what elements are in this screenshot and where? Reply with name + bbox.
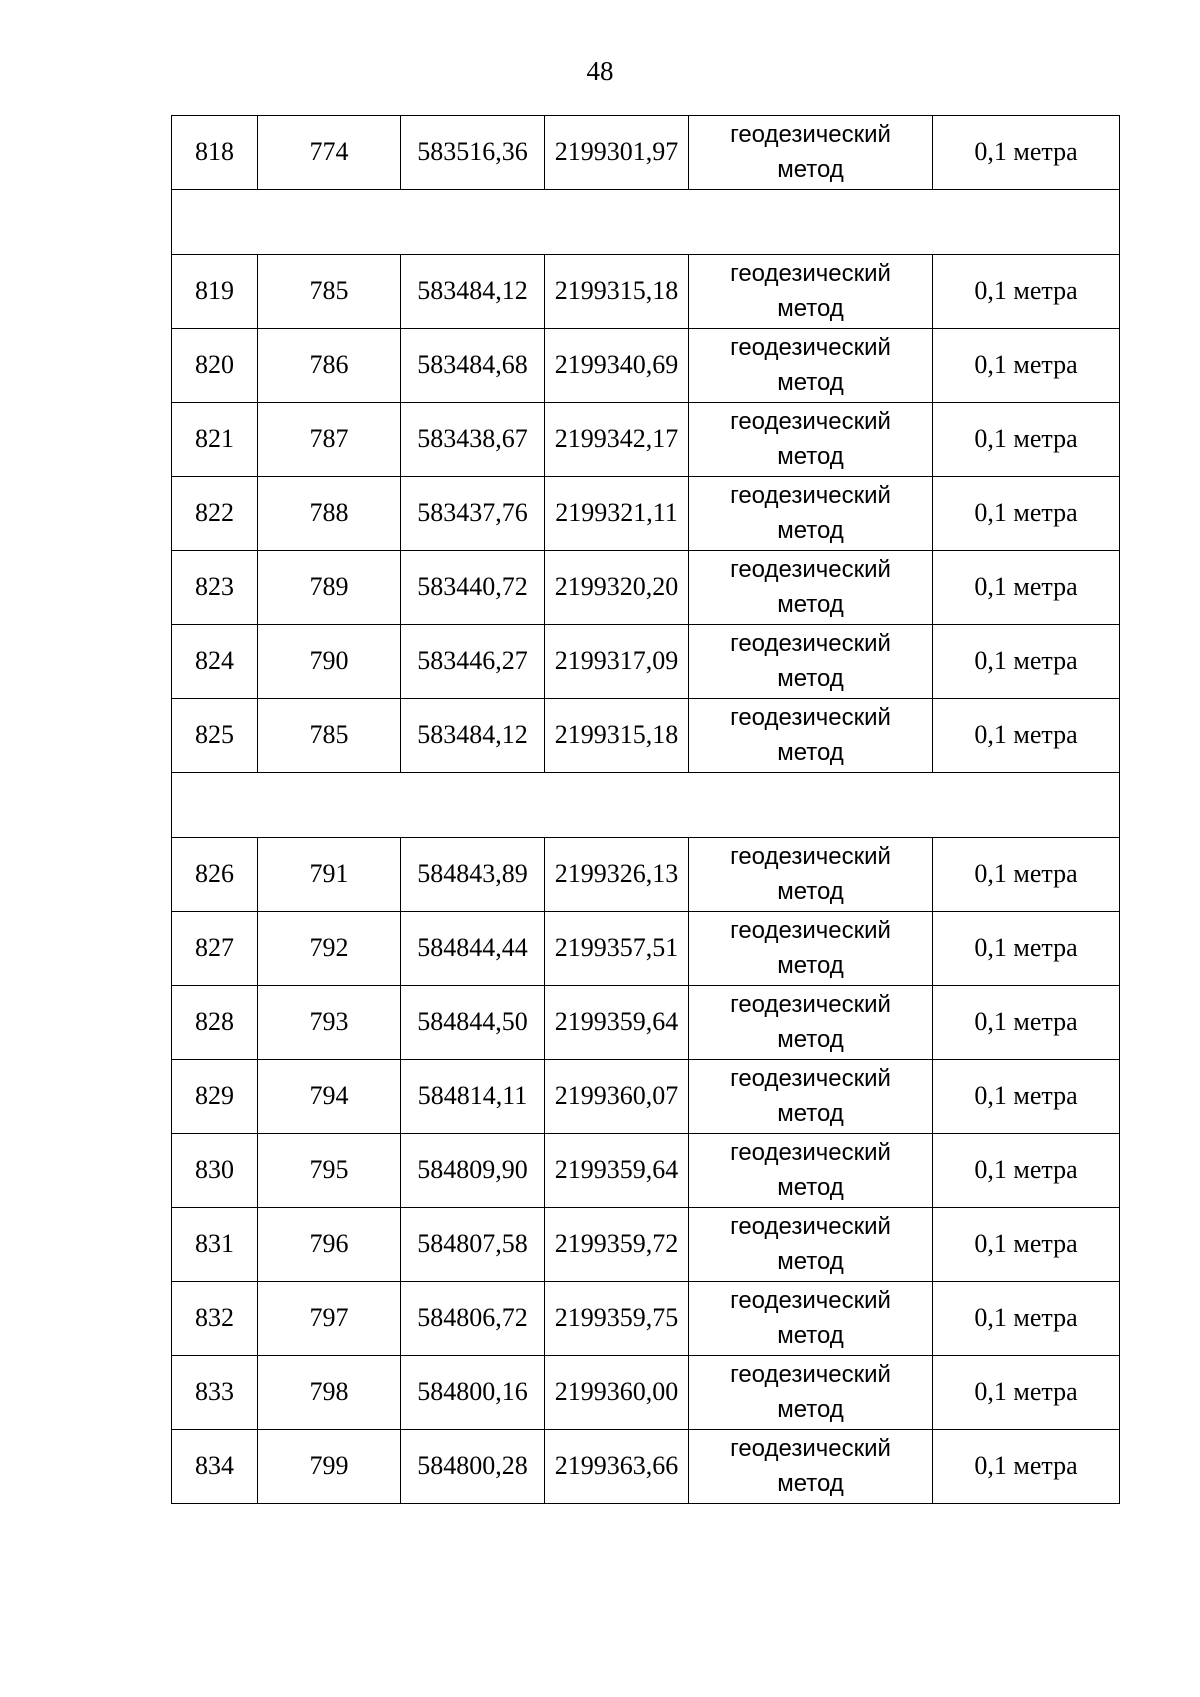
method-text: метод	[777, 1099, 844, 1127]
table-row	[172, 1060, 1120, 1134]
table-row	[172, 699, 1120, 773]
accuracy-cell: 0,1 метра	[933, 986, 1120, 1060]
row-number-cell: 825	[172, 699, 258, 773]
point-number-cell: 796	[258, 1208, 401, 1282]
method-text: геодезический	[730, 1138, 891, 1166]
method-text: метод	[777, 664, 844, 692]
method-text: геодезический	[730, 333, 891, 361]
x-coordinate-cell: 583438,67	[401, 403, 545, 477]
accuracy-cell: 0,1 метра	[933, 1282, 1120, 1356]
method-cell	[689, 116, 933, 190]
row-number-cell: 819	[172, 255, 258, 329]
y-coordinate-cell: 2199359,64	[545, 986, 689, 1060]
separator-row	[172, 773, 1120, 838]
y-coordinate-cell: 2199321,11	[545, 477, 689, 551]
accuracy-cell: 0,1 метра	[933, 1060, 1120, 1134]
point-number-cell: 785	[258, 699, 401, 773]
method-text: метод	[777, 1025, 844, 1053]
method-cell	[689, 1356, 933, 1430]
method-cell	[689, 699, 933, 773]
row-number-cell: 823	[172, 551, 258, 625]
method-text: геодезический	[730, 916, 891, 944]
method-text: геодезический	[730, 1434, 891, 1462]
method-text: геодезический	[730, 407, 891, 435]
point-number-cell: 795	[258, 1134, 401, 1208]
page-number: 48	[586, 56, 614, 86]
method-cell	[689, 551, 933, 625]
table-row	[172, 255, 1120, 329]
point-number-cell: 799	[258, 1430, 401, 1504]
row-number-cell: 820	[172, 329, 258, 403]
method-text: геодезический	[730, 990, 891, 1018]
row-number-cell: 818	[172, 116, 258, 190]
y-coordinate-cell: 2199320,20	[545, 551, 689, 625]
method-text: метод	[777, 155, 844, 183]
x-coordinate-cell: 583446,27	[401, 625, 545, 699]
row-number-cell: 830	[172, 1134, 258, 1208]
coordinates-table-body	[172, 116, 1120, 1504]
method-text: метод	[777, 1395, 844, 1423]
y-coordinate-cell: 2199360,07	[545, 1060, 689, 1134]
method-cell	[689, 625, 933, 699]
method-cell	[689, 1282, 933, 1356]
accuracy-cell: 0,1 метра	[933, 1208, 1120, 1282]
x-coordinate-cell: 584800,28	[401, 1430, 545, 1504]
row-number-cell: 821	[172, 403, 258, 477]
table-row	[172, 1356, 1120, 1430]
y-coordinate-cell: 2199301,97	[545, 116, 689, 190]
x-coordinate-cell: 583484,12	[401, 255, 545, 329]
method-text: метод	[777, 1469, 844, 1497]
row-number-cell: 828	[172, 986, 258, 1060]
x-coordinate-cell: 583516,36	[401, 116, 545, 190]
coordinates-table	[171, 115, 1120, 1504]
y-coordinate-cell: 2199315,18	[545, 699, 689, 773]
x-coordinate-cell: 583437,76	[401, 477, 545, 551]
table-row	[172, 1430, 1120, 1504]
accuracy-cell: 0,1 метра	[933, 1356, 1120, 1430]
y-coordinate-cell: 2199359,72	[545, 1208, 689, 1282]
row-number-cell: 827	[172, 912, 258, 986]
point-number-cell: 785	[258, 255, 401, 329]
x-coordinate-cell: 584807,58	[401, 1208, 545, 1282]
table-row	[172, 477, 1120, 551]
row-number-cell: 832	[172, 1282, 258, 1356]
point-number-cell: 798	[258, 1356, 401, 1430]
x-coordinate-cell: 584844,50	[401, 986, 545, 1060]
method-text: геодезический	[730, 481, 891, 509]
table-row	[172, 116, 1120, 190]
method-text: геодезический	[730, 842, 891, 870]
table-row	[172, 1134, 1120, 1208]
table-row	[172, 1208, 1120, 1282]
y-coordinate-cell: 2199359,64	[545, 1134, 689, 1208]
y-coordinate-cell: 2199317,09	[545, 625, 689, 699]
row-number-cell: 834	[172, 1430, 258, 1504]
method-text: геодезический	[730, 1064, 891, 1092]
separator-row	[172, 190, 1120, 255]
method-cell	[689, 255, 933, 329]
point-number-cell: 792	[258, 912, 401, 986]
accuracy-cell: 0,1 метра	[933, 912, 1120, 986]
method-cell	[689, 838, 933, 912]
x-coordinate-cell: 584809,90	[401, 1134, 545, 1208]
method-text: метод	[777, 368, 844, 396]
method-text: метод	[777, 442, 844, 470]
row-number-cell: 822	[172, 477, 258, 551]
method-text: метод	[777, 877, 844, 905]
accuracy-cell: 0,1 метра	[933, 255, 1120, 329]
accuracy-cell: 0,1 метра	[933, 1134, 1120, 1208]
row-number-cell: 829	[172, 1060, 258, 1134]
method-text: геодезический	[730, 629, 891, 657]
method-text: геодезический	[730, 259, 891, 287]
row-number-cell: 833	[172, 1356, 258, 1430]
method-cell	[689, 329, 933, 403]
method-text: геодезический	[730, 1212, 891, 1240]
method-text: метод	[777, 951, 844, 979]
point-number-cell: 794	[258, 1060, 401, 1134]
method-text: метод	[777, 1321, 844, 1349]
y-coordinate-cell: 2199360,00	[545, 1356, 689, 1430]
separator-cell	[172, 190, 1120, 255]
accuracy-cell: 0,1 метра	[933, 403, 1120, 477]
method-cell	[689, 912, 933, 986]
accuracy-cell: 0,1 метра	[933, 838, 1120, 912]
accuracy-cell: 0,1 метра	[933, 477, 1120, 551]
point-number-cell: 790	[258, 625, 401, 699]
table-row	[172, 403, 1120, 477]
x-coordinate-cell: 583484,12	[401, 699, 545, 773]
row-number-cell: 826	[172, 838, 258, 912]
point-number-cell: 797	[258, 1282, 401, 1356]
method-text: геодезический	[730, 703, 891, 731]
point-number-cell: 787	[258, 403, 401, 477]
method-cell	[689, 986, 933, 1060]
table-row	[172, 838, 1120, 912]
point-number-cell: 789	[258, 551, 401, 625]
row-number-cell: 824	[172, 625, 258, 699]
y-coordinate-cell: 2199357,51	[545, 912, 689, 986]
y-coordinate-cell: 2199340,69	[545, 329, 689, 403]
method-text: геодезический	[730, 1286, 891, 1314]
x-coordinate-cell: 583484,68	[401, 329, 545, 403]
point-number-cell: 793	[258, 986, 401, 1060]
method-cell	[689, 1134, 933, 1208]
method-text: метод	[777, 1247, 844, 1275]
x-coordinate-cell: 584814,11	[401, 1060, 545, 1134]
x-coordinate-cell: 584844,44	[401, 912, 545, 986]
table-row	[172, 912, 1120, 986]
accuracy-cell: 0,1 метра	[933, 1430, 1120, 1504]
y-coordinate-cell: 2199315,18	[545, 255, 689, 329]
row-number-cell: 831	[172, 1208, 258, 1282]
x-coordinate-cell: 583440,72	[401, 551, 545, 625]
method-text: геодезический	[730, 555, 891, 583]
x-coordinate-cell: 584843,89	[401, 838, 545, 912]
y-coordinate-cell: 2199359,75	[545, 1282, 689, 1356]
accuracy-cell: 0,1 метра	[933, 329, 1120, 403]
point-number-cell: 791	[258, 838, 401, 912]
method-text: метод	[777, 516, 844, 544]
point-number-cell: 788	[258, 477, 401, 551]
table-row	[172, 625, 1120, 699]
method-cell	[689, 1060, 933, 1134]
method-text: метод	[777, 294, 844, 322]
method-text: геодезический	[730, 120, 891, 148]
accuracy-cell: 0,1 метра	[933, 625, 1120, 699]
method-text: геодезический	[730, 1360, 891, 1388]
method-text: метод	[777, 590, 844, 618]
x-coordinate-cell: 584800,16	[401, 1356, 545, 1430]
point-number-cell: 774	[258, 116, 401, 190]
table-row	[172, 986, 1120, 1060]
y-coordinate-cell: 2199363,66	[545, 1430, 689, 1504]
y-coordinate-cell: 2199342,17	[545, 403, 689, 477]
accuracy-cell: 0,1 метра	[933, 116, 1120, 190]
method-cell	[689, 1430, 933, 1504]
method-cell	[689, 1208, 933, 1282]
method-text: метод	[777, 738, 844, 766]
method-cell	[689, 477, 933, 551]
x-coordinate-cell: 584806,72	[401, 1282, 545, 1356]
table-row	[172, 551, 1120, 625]
accuracy-cell: 0,1 метра	[933, 699, 1120, 773]
accuracy-cell: 0,1 метра	[933, 551, 1120, 625]
point-number-cell: 786	[258, 329, 401, 403]
method-text: метод	[777, 1173, 844, 1201]
table-row	[172, 1282, 1120, 1356]
separator-cell	[172, 773, 1120, 838]
y-coordinate-cell: 2199326,13	[545, 838, 689, 912]
table-row	[172, 329, 1120, 403]
method-cell	[689, 403, 933, 477]
